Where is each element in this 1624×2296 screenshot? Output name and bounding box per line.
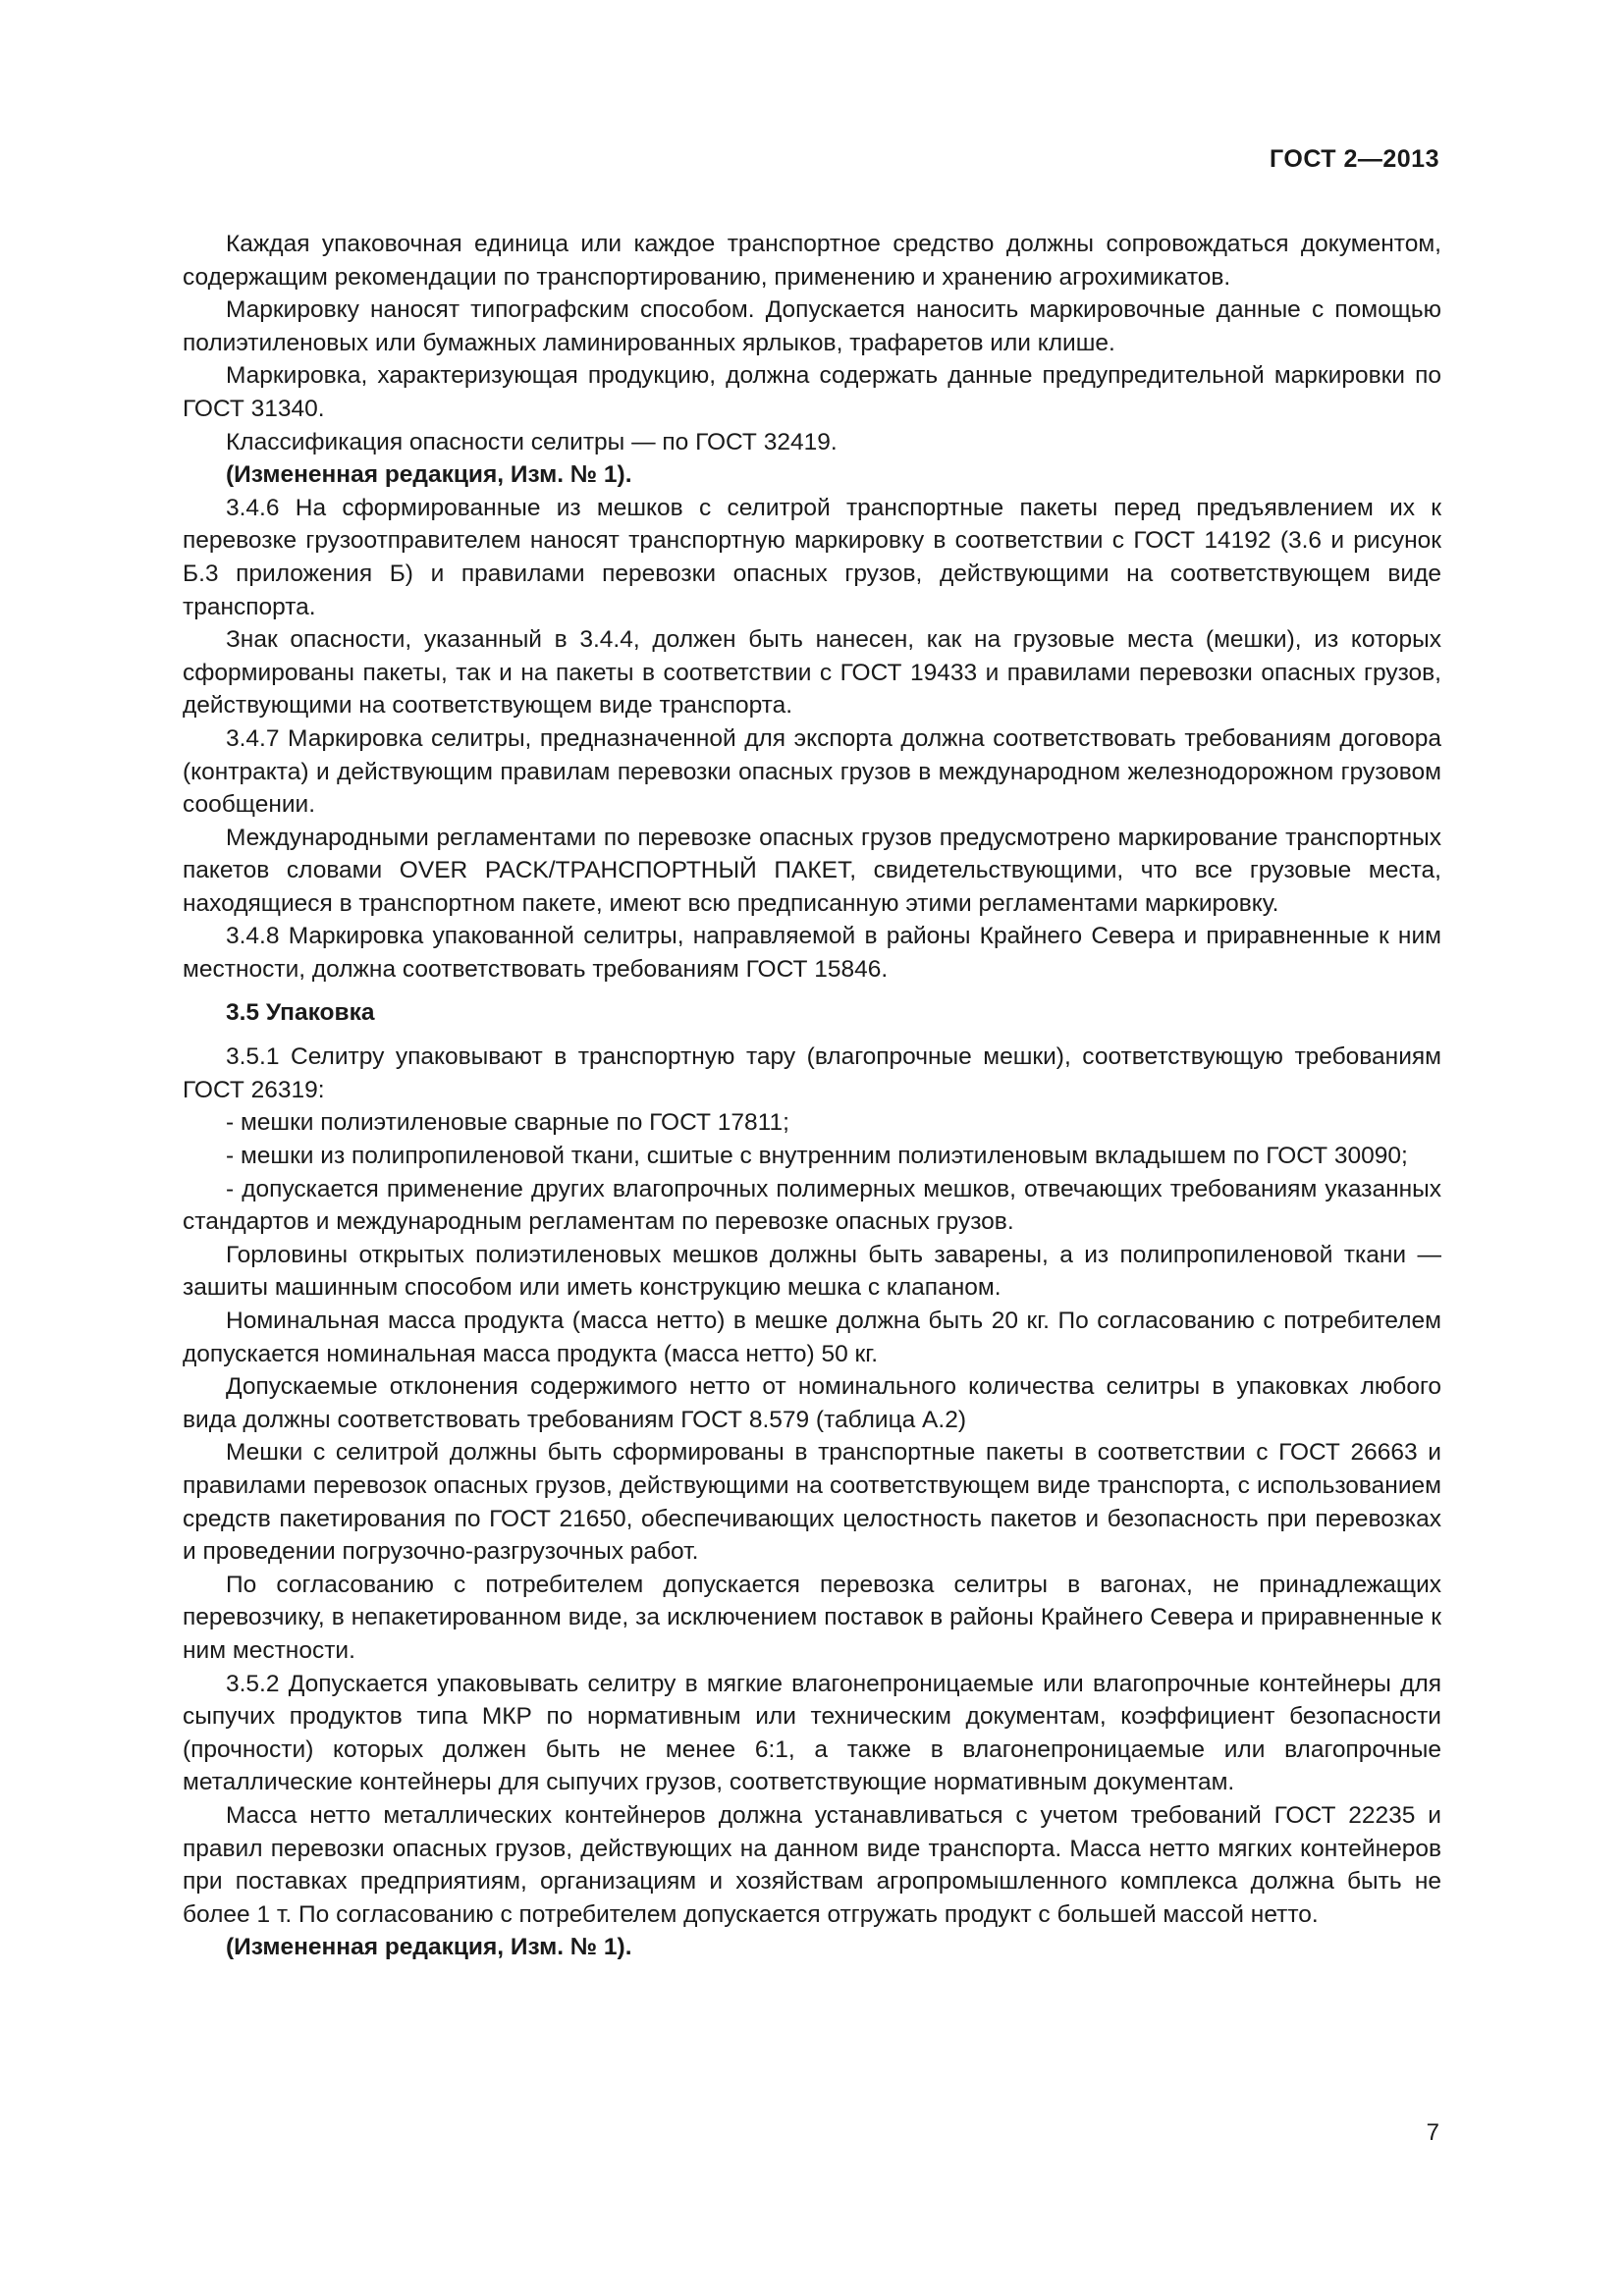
document-code-header: ГОСТ 2—2013	[1270, 145, 1439, 173]
paragraph: Масса нетто металлических контейнеров должна устанавливаться с учетом требований ГОСТ 22235 и правил перевозки опасных грузов, действующих на данном виде транспорта. Масса нетто мягких контейнеров при поставках предприятиям, организациям и хозяйствам агропромышленного комплекса должна быть не более 1 т. По согласованию с потребителем допускается отгружать продукт с большей массой нетто.	[183, 1801, 1441, 1928]
section-heading: 3.5 Упаковка	[226, 998, 375, 1026]
paragraph: 3.5.1 Селитру упаковывают в транспортную тару (влагопрочные мешки), соответствующую требованиям ГОСТ 26319:	[183, 1043, 1441, 1103]
list-item: - мешки полиэтиленовые сварные по ГОСТ 17811;	[226, 1109, 789, 1137]
document-body	[183, 228, 1441, 1964]
paragraph: Горловины открытых полиэтиленовых мешков должны быть заварены, а из полипропиленовой ткани — зашиты машинным способом или иметь конструкцию мешка с клапаном.	[183, 1241, 1441, 1302]
list-item: - мешки из полипропиленовой ткани, сшитые с внутренним полиэтиленовым вкладышем по ГОСТ 30090;	[226, 1143, 1408, 1170]
paragraph: 3.4.7 Маркировка селитры, предназначенной для экспорта должна соответствовать требованиям договора (контракта) и действующим правилам перевозки опасных грузов в международном железнодорожном грузовом сообщении.	[183, 724, 1441, 819]
amendment-note: (Измененная редакция, Изм. № 1).	[226, 461, 632, 489]
paragraph: Международными регламентами по перевозке опасных грузов предусмотрено маркирование транспортных пакетов словами OVER PACK/ТРАНСПОРТНЫЙ ПАКЕТ, свидетельствующими, что все грузовые места, находящиеся в транспортном пакете, имеют всю предписанную этими регламентами маркировку.	[183, 824, 1441, 917]
paragraph: Классификация опасности селитры — по ГОСТ 32419.	[226, 428, 838, 455]
amendment-note: (Измененная редакция, Изм. № 1).	[226, 1934, 632, 1961]
paragraph: Каждая упаковочная единица или каждое транспортное средство должны сопровождаться документом, содержащим рекомендации по транспортированию, применению и хранению агрохимикатов.	[183, 231, 1441, 291]
paragraph: Мешки с селитрой должны быть сформированы в транспортные пакеты в соответствии с ГОСТ 26663 и правилами перевозок опасных грузов, действующими на соответствующем виде транспорта, с использованием средств пакетирования по ГОСТ 21650, обеспечивающих целостность пакетов и безопасность при перевозках и проведении погрузочно-разгрузочных работ.	[183, 1439, 1441, 1566]
paragraph: По согласованию с потребителем допускается перевозка селитры в вагонах, не принадлежащих перевозчику, в непакетированном виде, за исключением поставок в районы Крайнего Севера и приравненные к ним местности.	[183, 1571, 1441, 1664]
paragraph: Маркировку наносят типографским способом. Допускается наносить маркировочные данные с помощью полиэтиленовых или бумажных ламинированных ярлыков, трафаретов или клише.	[183, 296, 1441, 356]
paragraph: 3.4.8 Маркировка упакованной селитры, направляемой в районы Крайнего Севера и приравненные к ним местности, должна соответствовать требованиям ГОСТ 15846.	[183, 923, 1441, 984]
paragraph: Номинальная масса продукта (масса нетто) в мешке должна быть 20 кг. По согласованию с потребителем допускается номинальная масса продукта (масса нетто) 50 кг.	[183, 1308, 1441, 1367]
paragraph: 3.5.2 Допускается упаковывать селитру в мягкие влагонепроницаемые или влагопрочные контейнеры для сыпучих продуктов типа МКР по нормативным или техническим документам, коэффициент безопасности (прочности) которых должен быть не менее 6:1, а также в влагонепроницаемые или влагопрочные металлические контейнеры для сыпучих грузов, соответствующие нормативным документам.	[183, 1670, 1441, 1796]
paragraph: 3.4.6 На сформированные из мешков с селитрой транспортные пакеты перед предъявлением их к перевозке грузоотправителем наносят транспортную маркировку в соответствии с ГОСТ 14192 (3.6 и рисунок Б.3 приложения Б) и правилами перевозки опасных грузов, действующими на соответствующем виде транспорта.	[183, 494, 1441, 620]
paragraph: Допускаемые отклонения содержимого нетто от номинального количества селитры в упаковках любого вида должны соответствовать требованиям ГОСТ 8.579 (таблица А.2)	[183, 1373, 1441, 1433]
page-number: 7	[1426, 2119, 1439, 2146]
paragraph: Знак опасности, указанный в 3.4.4, должен быть нанесен, как на грузовые места (мешки), из которых сформированы пакеты, так и на пакеты в соответствии с ГОСТ 19433 и правилами перевозки опасных грузов, действующими на соответствующем виде транспорта.	[183, 626, 1441, 720]
list-item: - допускается применение других влагопрочных полимерных мешков, отвечающих требованиям указанных стандартов и международным регламентам по перевозке опасных грузов.	[183, 1175, 1441, 1236]
paragraph: Маркировка, характеризующая продукцию, должна содержать данные предупредительной маркировки по ГОСТ 31340.	[183, 362, 1441, 422]
